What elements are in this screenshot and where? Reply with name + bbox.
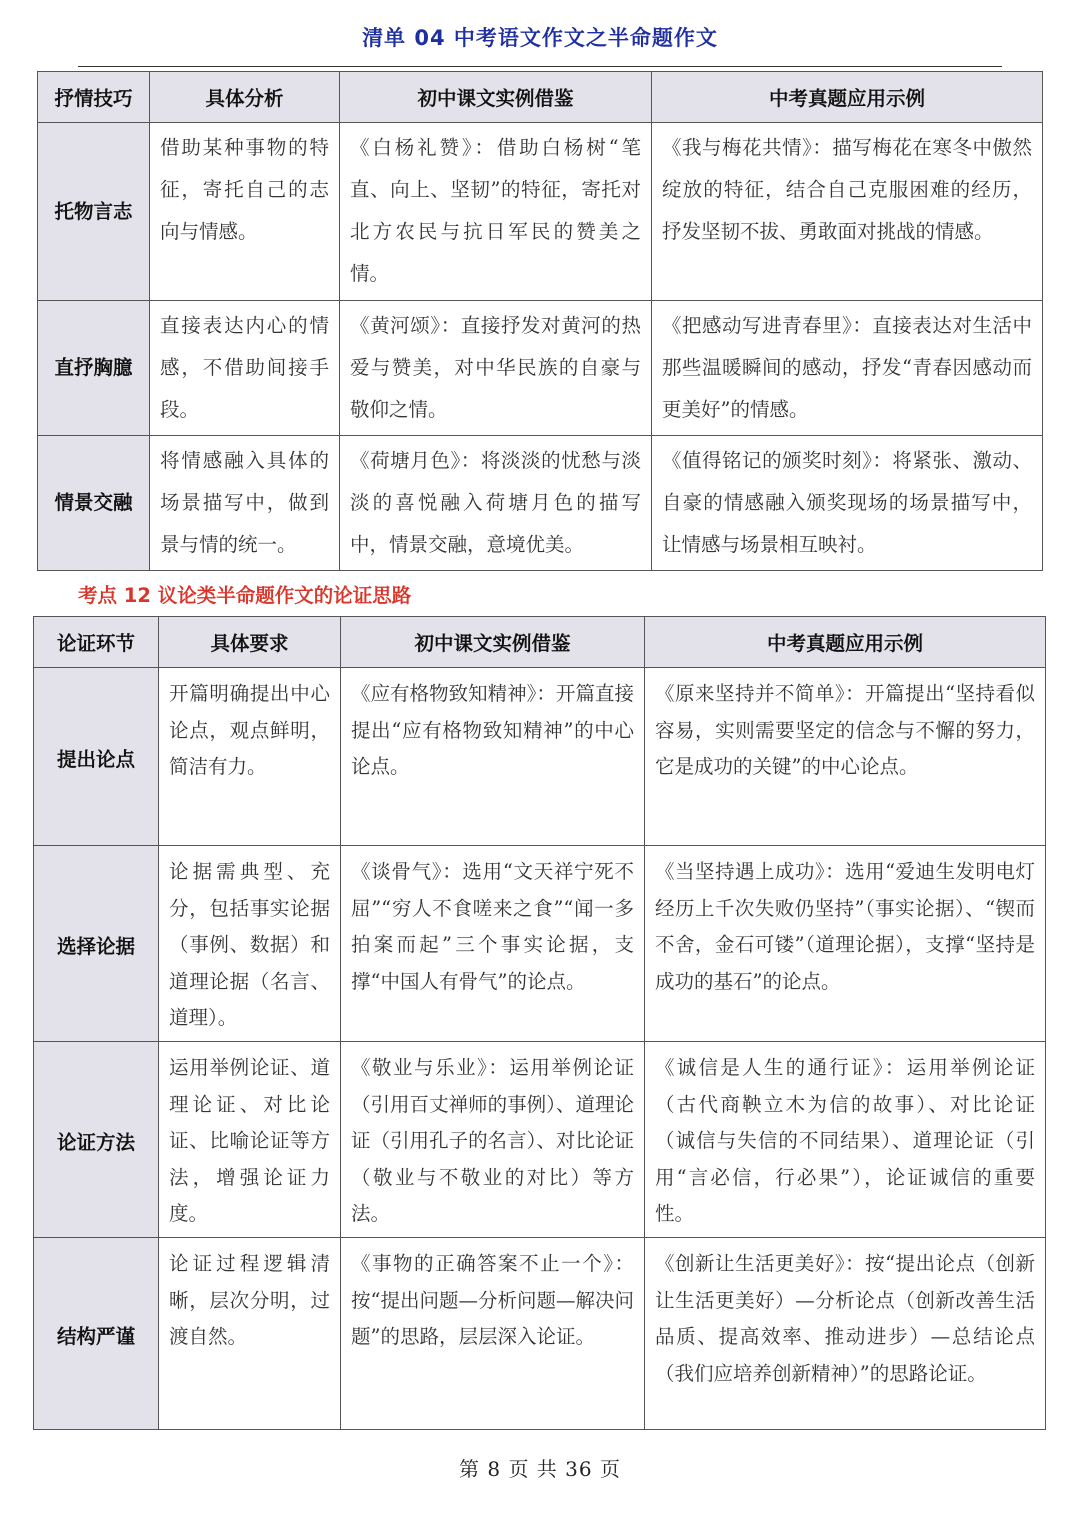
technique-cell: 论证方法: [34, 1041, 159, 1237]
table-row: [38, 301, 1043, 436]
table-header-row: [34, 617, 1046, 668]
exam-example-cell: 《原来坚持并不简单》：开篇提出“坚持看似容易，实则需要坚定的信念与不懈的努力，它是成功的关键”的中心论点。: [645, 668, 1046, 846]
header-requirement: 具体要求: [159, 617, 341, 668]
technique-cell: 提出论点: [34, 668, 159, 846]
textbook-example-cell: 《荷塘月色》：将淡淡的忧愁与淡淡的喜悦融入荷塘月色的描写中，情景交融，意境优美。: [340, 436, 652, 571]
table-header-row: [38, 72, 1043, 123]
textbook-example-cell: 《黄河颂》：直接抒发对黄河的热爱与赞美，对中华民族的自豪与敬仰之情。: [340, 301, 652, 436]
analysis-cell: 论证过程逻辑清晰，层次分明，过渡自然。: [159, 1237, 341, 1429]
table-row: [38, 436, 1043, 571]
textbook-example-cell: 《谈骨气》：选用“文天祥宁死不屈”“穷人不食嗟来之食”“闻一多拍案而起”三个事实论据，支撑“中国人有骨气”的论点。: [341, 846, 645, 1042]
technique-cell: 情景交融: [38, 436, 150, 571]
analysis-cell: 论据需典型、充分，包括事实论据（事例、数据）和道理论据（名言、道理）。: [159, 846, 341, 1042]
exam-example-cell: 《当坚持遇上成功》：选用“爱迪生发明电灯经历上千次失败仍坚持”（事实论据）、“锲而不舍，金石可镂”（道理论据），支撑“坚持是成功的基石”的论点。: [645, 846, 1046, 1042]
table-row: [34, 1237, 1046, 1429]
exam-example-cell: 《诚信是人生的通行证》：运用举例论证（古代商鞅立木为信的故事）、对比论证（诚信与失信的不同结果）、道理论证（引用“言必信，行必果”），论证诚信的重要性。: [645, 1041, 1046, 1237]
table-row: [34, 668, 1046, 846]
header-exam-example: 中考真题应用示例: [652, 72, 1043, 123]
textbook-example-cell: 《事物的正确答案不止一个》：按“提出问题—分析问题—解决问题”的思路，层层深入论证。: [341, 1237, 645, 1429]
analysis-cell: 将情感融入具体的场景描写中，做到景与情的统一。: [150, 436, 340, 571]
title-divider: [78, 66, 1002, 67]
header-textbook-example: 初中课文实例借鉴: [341, 617, 645, 668]
exam-example-cell: 《把感动写进青春里》：直接表达对生活中那些温暖瞬间的感动，抒发“青春因感动而更美好”的情感。: [652, 301, 1043, 436]
header-technique: 抒情技巧: [38, 72, 150, 123]
textbook-example-cell: 《白杨礼赞》：借助白杨树“笔直、向上、坚韧”的特征，寄托对北方农民与抗日军民的赞美之情。: [340, 123, 652, 301]
header-argument-stage: 论证环节: [34, 617, 159, 668]
technique-cell: 直抒胸臆: [38, 301, 150, 436]
lyric-techniques-table: [37, 71, 1043, 571]
analysis-cell: 借助某种事物的特征，寄托自己的志向与情感。: [150, 123, 340, 301]
textbook-example-cell: 《敬业与乐业》：运用举例论证（引用百丈禅师的事例）、道理论证（引用孔子的名言）、对比论证（敬业与不敬业的对比）等方法。: [341, 1041, 645, 1237]
argument-structure-table: [33, 616, 1046, 1430]
analysis-cell: 开篇明确提出中心论点，观点鲜明，简洁有力。: [159, 668, 341, 846]
textbook-example-cell: 《应有格物致知精神》：开篇直接提出“应有格物致知精神”的中心论点。: [341, 668, 645, 846]
header-exam-example: 中考真题应用示例: [645, 617, 1046, 668]
page-number: 第 8 页 共 36 页: [459, 1457, 621, 1481]
table-row: [34, 846, 1046, 1042]
exam-example-cell: 《我与梅花共情》：描写梅花在寒冬中傲然绽放的特征，结合自己克服困难的经历，抒发坚韧不拔、勇敢面对挑战的情感。: [652, 123, 1043, 301]
technique-cell: 托物言志: [38, 123, 150, 301]
analysis-cell: 运用举例论证、道理论证、对比论证、比喻论证等方法，增强论证力度。: [159, 1041, 341, 1237]
technique-cell: 结构严谨: [34, 1237, 159, 1429]
document-title: 清单 04 中考语文作文之半命题作文: [362, 26, 718, 50]
header-analysis: 具体分析: [150, 72, 340, 123]
section-heading: 考点 12 议论类半命题作文的论证思路: [78, 584, 412, 607]
table-row: [34, 1041, 1046, 1237]
exam-example-cell: 《创新让生活更美好》：按“提出论点（创新让生活更美好）—分析论点（创新改善生活品质、提高效率、推动进步）—总结论点（我们应培养创新精神）”的思路论证。: [645, 1237, 1046, 1429]
exam-example-cell: 《值得铭记的颁奖时刻》：将紧张、激动、自豪的情感融入颁奖现场的场景描写中，让情感与场景相互映衬。: [652, 436, 1043, 571]
analysis-cell: 直接表达内心的情感，不借助间接手段。: [150, 301, 340, 436]
technique-cell: 选择论据: [34, 846, 159, 1042]
table-row: [38, 123, 1043, 301]
header-textbook-example: 初中课文实例借鉴: [340, 72, 652, 123]
